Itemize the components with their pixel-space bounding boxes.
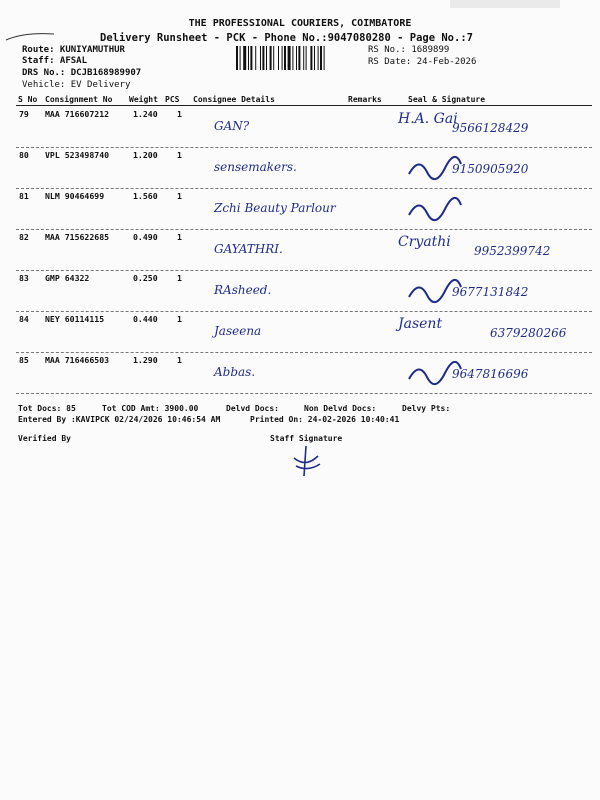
cell-weight: 0.440 (133, 314, 158, 324)
signature-phone: 9566128429 (452, 121, 529, 135)
cell-sno: 81 (19, 191, 29, 201)
signature-phone: 9150905920 (452, 162, 529, 176)
cell-consignment: VPL 523498740 (45, 150, 110, 160)
row-separator (16, 311, 592, 312)
staff-label: Staff: AFSAL (22, 56, 88, 66)
cell-weight: 1.290 (133, 355, 158, 365)
signature-scribble-image (405, 195, 465, 223)
signature-handwriting: H.A. Gai (398, 111, 458, 127)
signature-scribble-image (405, 359, 465, 387)
row-separator (16, 270, 592, 271)
consignee-handwriting: Jaseena (214, 324, 262, 338)
signature-phone: 6379280266 (490, 326, 567, 340)
cell-sno: 79 (19, 109, 29, 119)
cell-pcs: 1 (177, 109, 182, 119)
company-title: THE PROFESSIONAL COURIERS, COIMBATORE (188, 18, 412, 29)
cell-weight: 1.240 (133, 109, 158, 119)
row-separator (16, 188, 592, 189)
col-seal-signature: Seal & Signature (408, 95, 486, 104)
drs-label: DRS No.: DCJB168989907 (22, 68, 142, 78)
col-sno: S No (18, 95, 38, 104)
cell-weight: 1.200 (133, 150, 158, 160)
route-label: Route: KUNIYAMUTHUR (22, 45, 125, 55)
col-remarks: Remarks (348, 95, 382, 104)
consignee-handwriting: Abbas. (214, 365, 256, 379)
non-delvd-docs: Non Delvd Docs: (304, 404, 377, 413)
staff-signature-image (288, 444, 324, 480)
consignee-handwriting: GAN? (214, 119, 250, 133)
cell-weight: 0.490 (133, 232, 158, 242)
cell-sno: 80 (19, 150, 29, 160)
cell-pcs: 1 (177, 150, 182, 160)
cell-pcs: 1 (177, 191, 182, 201)
barcode-image (236, 46, 364, 70)
rs-no-label: RS No.: 1689899 (368, 45, 450, 55)
signature-phone: 9952399742 (474, 244, 551, 258)
signature-phone: 9677131842 (452, 285, 529, 299)
signature-scribble-image (405, 154, 465, 182)
tot-docs: Tot Docs: 85 (18, 404, 76, 413)
cell-pcs: 1 (177, 273, 182, 283)
delvd-docs: Delvd Docs: (226, 404, 279, 413)
vehicle-label: Vehicle: EV Delivery (22, 80, 131, 90)
cell-weight: 1.560 (133, 191, 158, 201)
col-weight: Weight (129, 95, 158, 104)
cell-weight: 0.250 (133, 273, 158, 283)
runsheet-title: Delivery Runsheet - PCK - Phone No.:9047080280 - Page No.:7 (100, 32, 473, 44)
col-consignee: Consignee Details (193, 95, 275, 104)
header-rule (16, 105, 592, 106)
cell-sno: 85 (19, 355, 29, 365)
cell-consignment: NLM 90464699 (45, 191, 105, 201)
row-separator (16, 147, 592, 148)
cell-consignment: NEY 60114115 (45, 314, 105, 324)
signature-phone: 9647816696 (452, 367, 529, 381)
cell-pcs: 1 (177, 232, 182, 242)
cell-sno: 84 (19, 314, 29, 324)
cell-consignment: MAA 715622685 (45, 232, 110, 242)
col-consignment: Consignment No (45, 95, 113, 104)
consignee-handwriting: GAYATHRI. (214, 242, 283, 256)
pen-scribble-mark (4, 28, 56, 44)
delvy-pts: Delvy Pts: (402, 404, 451, 413)
col-pcs: PCS (165, 95, 180, 104)
tot-cod-amt: Tot COD Amt: 3900.00 (102, 404, 199, 413)
cell-consignment: GMP 64322 (45, 273, 90, 283)
signature-handwriting: Jasent (398, 316, 443, 332)
consignee-handwriting: RAsheed. (214, 283, 272, 297)
cell-sno: 82 (19, 232, 29, 242)
row-separator (16, 393, 592, 394)
row-separator (16, 352, 592, 353)
verified-by: Verified By (18, 434, 71, 443)
row-separator (16, 229, 592, 230)
rs-date-label: RS Date: 24-Feb-2026 (368, 57, 477, 67)
signature-scribble-image (405, 277, 465, 305)
scan-mark (450, 0, 560, 8)
printed-on: Printed On: 24-02-2026 10:40:41 (250, 415, 400, 424)
cell-sno: 83 (19, 273, 29, 283)
cell-pcs: 1 (177, 314, 182, 324)
entered-by: Entered By :KAVIPCK 02/24/2026 10:46:54 AM (18, 415, 221, 424)
cell-consignment: MAA 716607212 (45, 109, 110, 119)
consignee-handwriting: sensemakers. (214, 160, 297, 174)
cell-consignment: MAA 716466503 (45, 355, 110, 365)
cell-pcs: 1 (177, 355, 182, 365)
consignee-handwriting: Zchi Beauty Parlour (214, 201, 336, 215)
staff-signature-label: Staff Signature (270, 434, 343, 443)
signature-handwriting: Cryathi (398, 234, 451, 250)
